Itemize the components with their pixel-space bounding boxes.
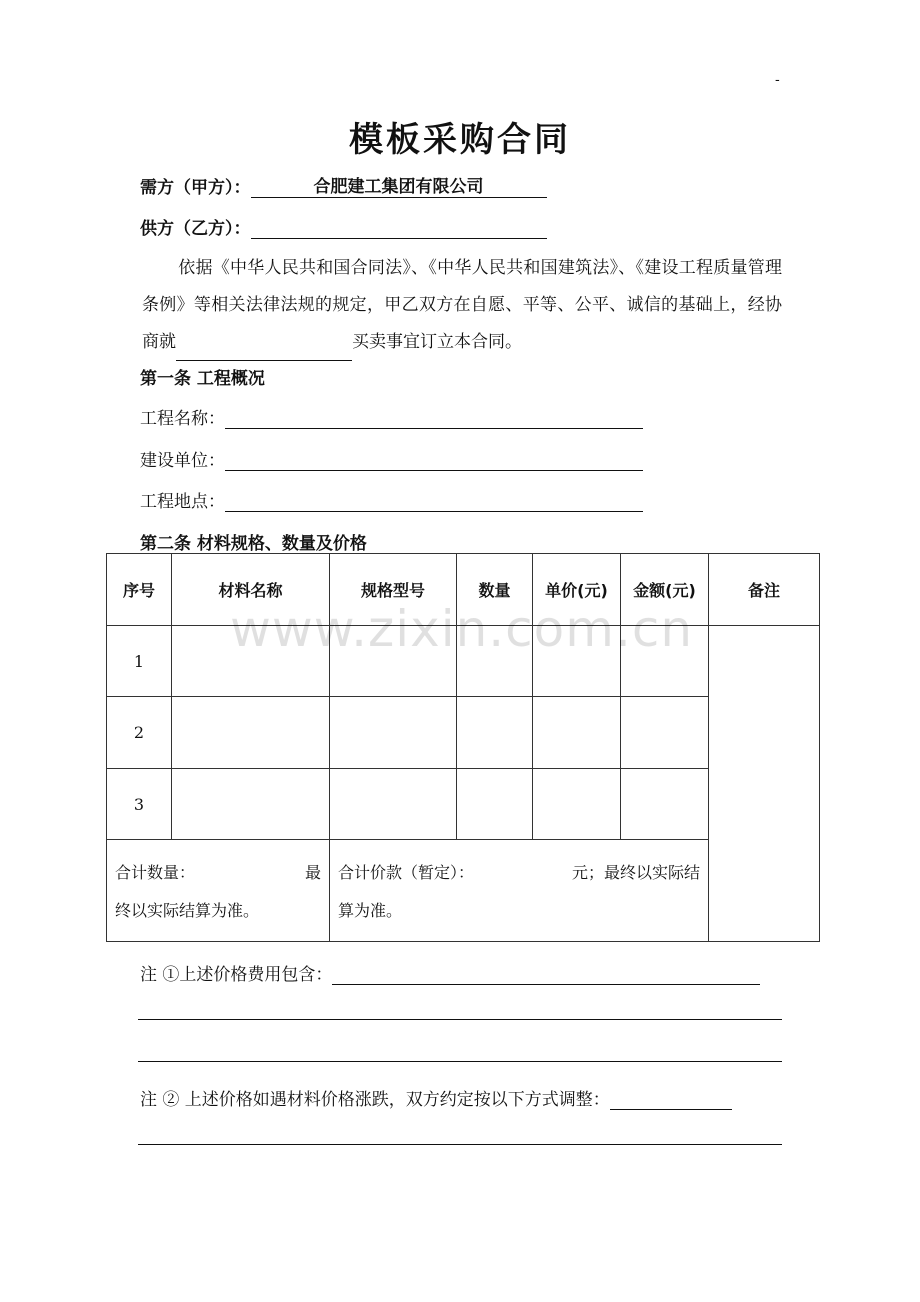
row-number: 3: [107, 769, 172, 840]
note2-blank-line-2[interactable]: [138, 1144, 782, 1145]
cell-material[interactable]: [172, 626, 330, 697]
col-header-unit-price: 单价(元): [533, 554, 621, 626]
project-location-blank[interactable]: [225, 491, 643, 512]
construction-unit-label: 建设单位：: [140, 451, 225, 471]
page-mark: -: [775, 72, 780, 88]
cell-qty[interactable]: [457, 769, 533, 840]
note1-blank[interactable]: [332, 964, 760, 985]
watermark: www.zixin.com.cn: [230, 600, 694, 658]
cell-unit-price[interactable]: [533, 626, 621, 697]
total-quantity-note: 终以实际结算为准。: [115, 901, 260, 920]
intro-blank[interactable]: [176, 340, 352, 361]
cell-unit-price[interactable]: [533, 769, 621, 840]
seller-label: 供方（乙方）：: [140, 219, 251, 239]
note2-label: 注 ② 上述价格如遇材料价格涨跌，双方约定按以下方式调整：: [140, 1090, 610, 1110]
project-location-line: [140, 487, 643, 512]
cell-unit-price[interactable]: [533, 697, 621, 769]
buyer-label: 需方（甲方）：: [140, 178, 251, 198]
note1-line: [140, 960, 760, 985]
intro-text-1: 依据《中华人民共和国合同法》、《中华人民共和国建筑法》、《建设工程质量管理条例》等相关法律法规的规定，甲乙双方在自愿、平等、公平、诚信的基础上，经协商就: [142, 258, 782, 352]
cell-material[interactable]: [172, 769, 330, 840]
cell-qty[interactable]: [457, 626, 533, 697]
cell-amount[interactable]: [621, 769, 709, 840]
materials-table: [106, 553, 820, 942]
note1-blank-line-2[interactable]: [138, 1019, 782, 1020]
note1-blank-line-3[interactable]: [138, 1061, 782, 1062]
construction-unit-blank[interactable]: [225, 450, 643, 471]
note2-blank[interactable]: [610, 1089, 732, 1110]
row-number: 2: [107, 697, 172, 769]
table-header-row: [107, 554, 820, 626]
total-price-label: 合计价款（暂定）：: [338, 863, 475, 882]
seller-line: [140, 214, 547, 239]
article2-heading: 第二条 材料规格、数量及价格: [140, 534, 367, 554]
total-price-note: 算为准。: [338, 901, 403, 920]
col-header-qty: 数量: [457, 554, 533, 626]
buyer-value[interactable]: 合肥建工集团有限公司: [251, 172, 547, 198]
total-price-mid: 元；最终以实际结: [571, 863, 700, 882]
project-name-line: [140, 404, 643, 429]
article1-heading: 第一条 工程概况: [140, 369, 265, 389]
col-header-no: 序号: [107, 554, 172, 626]
cell-spec[interactable]: [330, 626, 457, 697]
buyer-line: [140, 172, 547, 198]
total-price-cell[interactable]: [330, 840, 709, 942]
cell-spec[interactable]: [330, 697, 457, 769]
note1-label: 注 ①上述价格费用包含：: [140, 965, 333, 985]
document-title: 模板采购合同: [349, 120, 571, 160]
cell-remark[interactable]: [709, 626, 820, 942]
col-header-spec: 规格型号: [330, 554, 457, 626]
project-name-blank[interactable]: [225, 408, 643, 429]
cell-material[interactable]: [172, 697, 330, 769]
construction-unit-line: [140, 446, 643, 471]
total-quantity-mid: 最: [304, 863, 321, 882]
table-row: [107, 626, 820, 697]
cell-amount[interactable]: [621, 697, 709, 769]
cell-spec[interactable]: [330, 769, 457, 840]
cell-qty[interactable]: [457, 697, 533, 769]
cell-amount[interactable]: [621, 626, 709, 697]
col-header-material: 材料名称: [172, 554, 330, 626]
project-location-label: 工程地点：: [140, 492, 225, 512]
total-quantity-label: 合计数量：: [115, 863, 196, 882]
row-number: 1: [107, 626, 172, 697]
seller-value[interactable]: [251, 218, 547, 239]
project-name-label: 工程名称：: [140, 409, 225, 429]
col-header-remark: 备注: [709, 554, 820, 626]
col-header-amount: 金额(元): [621, 554, 709, 626]
note2-line: [140, 1085, 732, 1110]
intro-text-2: 买卖事宜订立本合同。: [352, 332, 522, 352]
intro-paragraph: [142, 250, 782, 361]
total-quantity-cell[interactable]: [107, 840, 330, 942]
